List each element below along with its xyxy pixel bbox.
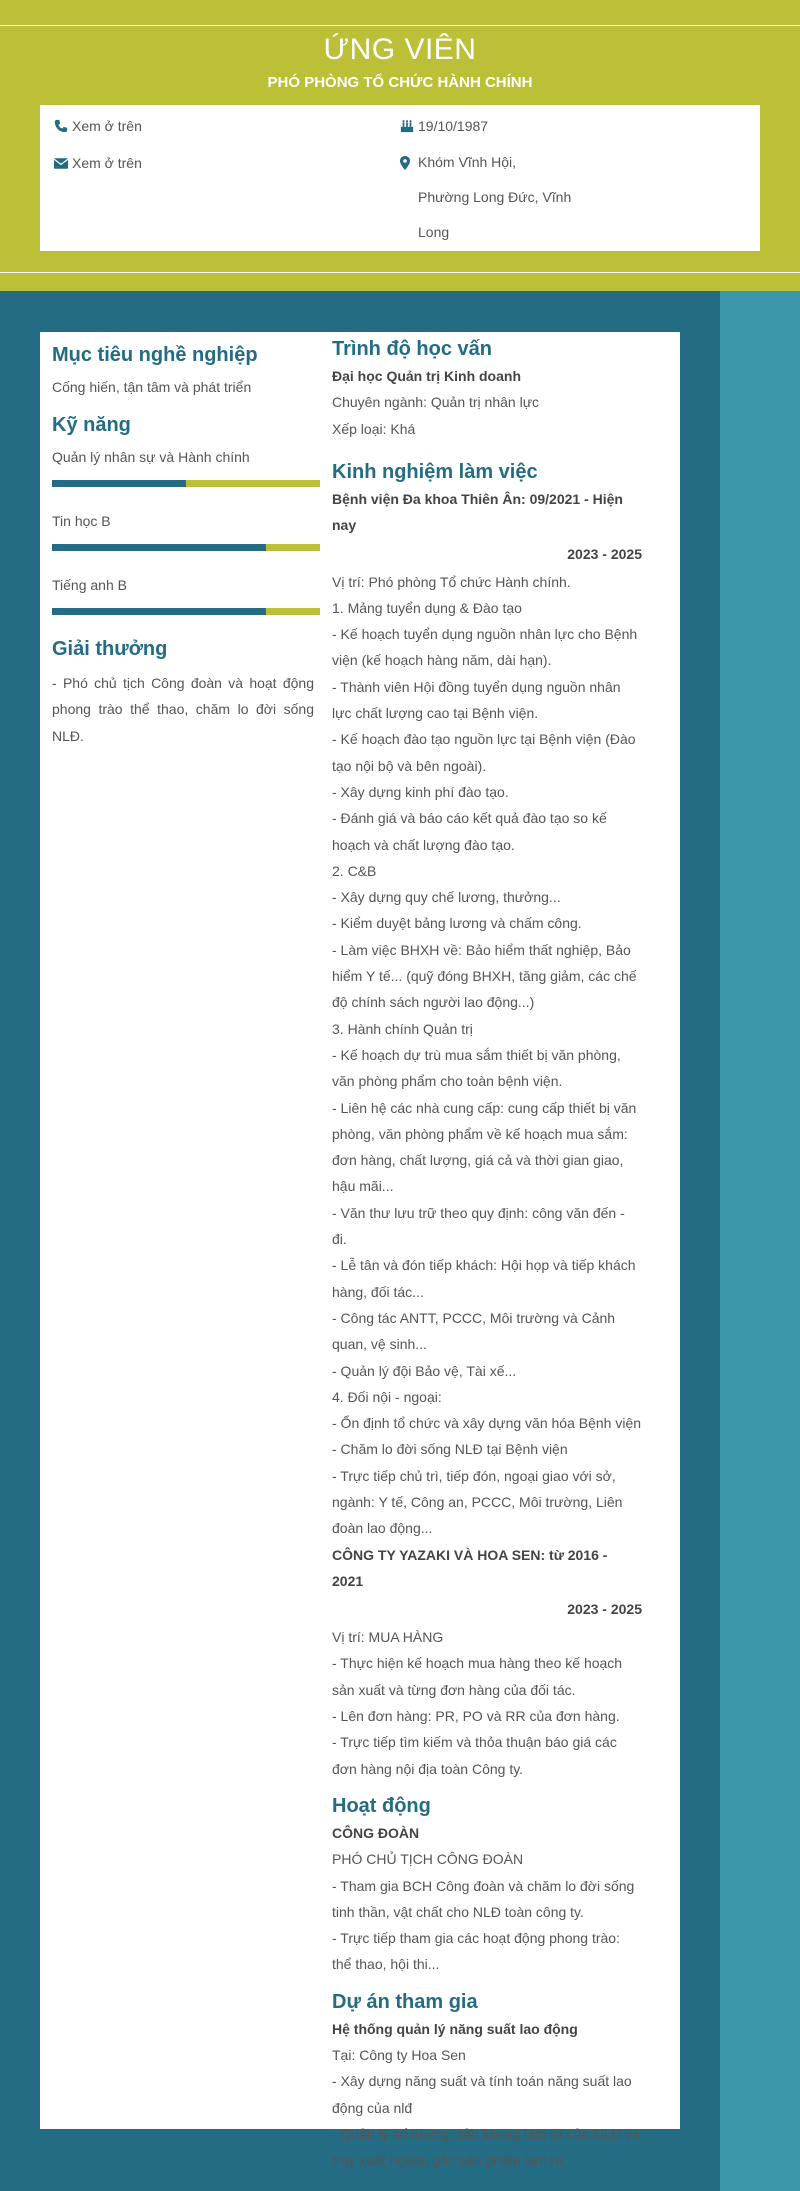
- job-line: văn phòng phẩm cho toàn bệnh viện.: [332, 1073, 563, 1090]
- job-company: Bệnh viện Đa khoa Thiên Ân: 09/2021 - Hiện nay: [332, 491, 623, 534]
- project-description: [332, 2042, 642, 2173]
- job-line: - Làm việc BHXH về: Bảo hiểm thất nghiệp, Bảo: [332, 941, 631, 958]
- project-name: Hệ thống quản lý năng suất lao động: [332, 2020, 578, 2037]
- skill-bar-fill: [52, 544, 266, 551]
- resume-body: [40, 332, 680, 2169]
- career-goal-text: Cống hiến, tận tâm và phát triển: [52, 379, 252, 395]
- job-line: hoạch và chất lượng đào tạo.: [332, 836, 515, 853]
- awards-title: Giải thưởng: [52, 638, 168, 660]
- job-line: lực chất lượng cao tại Bệnh viện.: [332, 705, 539, 722]
- job-period: 2023 - 2025: [567, 1601, 642, 1618]
- job-line: - Thành viên Hội đồng tuyển dụng nguồn nhân: [332, 678, 621, 695]
- skill-bar: [52, 544, 320, 551]
- contact-dob: [400, 108, 488, 144]
- phone-value: Xem ở trên: [72, 118, 142, 134]
- job-line: - Kế hoạch dự trù mua sắm thiết bị văn phòng,: [332, 1046, 621, 1063]
- job-period: 2023 - 2025: [567, 545, 642, 562]
- email-value: Xem ở trên: [72, 155, 142, 171]
- job-line: - Lên đơn hàng: PR, PO và RR của đơn hàng.: [332, 1708, 620, 1725]
- job-line: Vị trí: MUA HÀNG: [332, 1629, 444, 1646]
- contact-email: [54, 145, 142, 181]
- skill-bar: [52, 480, 320, 487]
- job-line: - Công tác ANTT, PCCC, Môi trường và Cảnh: [332, 1309, 616, 1326]
- skill-label: Quản lý nhân sự và Hành chính: [52, 449, 250, 465]
- job-line: tạo nội bộ và bên ngoài).: [332, 757, 487, 774]
- job-line: phòng, văn phòng phẩm về kế hoạch mua sắm:: [332, 1125, 628, 1142]
- job-line: - Đánh giá và báo cáo kết quả đào tạo so kế: [332, 810, 607, 827]
- activities-line: PHÓ CHỦ TỊCH CÔNG ĐOÀN: [332, 1851, 524, 1868]
- job-line: độ chính sách người lao động...): [332, 994, 535, 1011]
- address-line: Khóm Vĩnh Hội,: [418, 154, 517, 170]
- skill-bar-fill: [52, 608, 266, 615]
- job-line: - Quản lý đội Bảo vệ, Tài xế...: [332, 1362, 517, 1379]
- job-description: [332, 1624, 642, 1782]
- job-line: 2. C&B: [332, 862, 377, 879]
- job-line: 4. Đối nội - ngoại:: [332, 1388, 442, 1405]
- activities-title: Hoạt động: [332, 1794, 431, 1817]
- job-line: - Văn thư lưu trữ theo quy định: công văn đến -: [332, 1204, 625, 1221]
- education-title: Trình độ học vấn: [332, 338, 493, 360]
- job-line: đơn hàng nội địa toàn Công ty.: [332, 1760, 524, 1777]
- job-line: hàng, đối tác...: [332, 1283, 424, 1300]
- awards-line: NLĐ.: [52, 727, 84, 744]
- map-marker-icon: [400, 156, 418, 170]
- job-line: đoàn lao động...: [332, 1520, 433, 1537]
- skill-bar: [52, 608, 320, 615]
- awards-line: - Phó chủ tịch Công đoàn và hoạt động: [52, 675, 314, 691]
- job-line: - Kế hoạch tuyển dụng nguồn nhân lực cho Bệnh: [332, 626, 638, 643]
- awards-line: phong trào thể thao, chăm lo đời sống: [52, 701, 314, 718]
- job-line: - Xây dựng quy chế lương, thưởng...: [332, 889, 561, 906]
- project-line: truy xuất nguồn gốc sản phẩm làm ra.: [332, 2152, 568, 2169]
- job-line: - Liên hệ các nhà cung cấp: cung cấp thiết bị văn: [332, 1099, 637, 1116]
- phone-icon: [54, 119, 72, 133]
- cake-icon: [400, 119, 418, 133]
- job-line: ngành: Y tế, Công an, PCCC, Môi trường, Liên: [332, 1493, 623, 1510]
- job-company: CÔNG TY YAZAKI VÀ HOA SEN: từ 2016 - 2021: [332, 1546, 608, 1589]
- header: [0, 0, 800, 291]
- projects-title: Dự án tham gia: [332, 1990, 478, 2013]
- job-line: - Kế hoạch đào tạo nguồn lực tại Bệnh viện (Đào: [332, 731, 636, 748]
- awards-text: [52, 670, 314, 749]
- address-line: Long: [418, 224, 450, 240]
- experience-section: [332, 458, 642, 2174]
- job-line: - Trực tiếp chủ trì, tiếp đón, ngoại giao với sở,: [332, 1467, 616, 1484]
- activities-line: - Trực tiếp tham gia các hoạt động phong trào:: [332, 1930, 620, 1947]
- activities-line: tinh thần, vật chất cho NLĐ toàn công ty.: [332, 1903, 584, 1920]
- project-line: Tại: Công ty Hoa Sen: [332, 2047, 466, 2064]
- contact-address: [400, 145, 583, 250]
- job-line: - Lễ tân và đón tiếp khách: Hội họp và tiếp khách: [332, 1257, 636, 1274]
- job-line: Vị trí: Phó phòng Tổ chức Hành chính.: [332, 573, 571, 590]
- job-line: viện (kế hoạch hàng năm, dài hạn).: [332, 652, 552, 669]
- candidate-position: PHÓ PHÒNG TỔ CHỨC HÀNH CHÍNH: [267, 74, 533, 91]
- experience-title: Kinh nghiệm làm việc: [332, 461, 538, 483]
- job-line: - Trực tiếp tìm kiếm và thỏa thuận báo giá các: [332, 1734, 617, 1751]
- job-line: hậu mãi...: [332, 1178, 394, 1195]
- education-section: [332, 335, 642, 442]
- address-line: Phường Long Đức, Vĩnh: [418, 189, 572, 205]
- job-line: - Ổn định tổ chức và xây dựng văn hóa Bệnh viện: [332, 1415, 642, 1432]
- activities-line: - Tham gia BCH Công đoàn và chăm lo đời sống: [332, 1877, 635, 1894]
- header-divider-bottom: [0, 272, 800, 273]
- education-school: Đại học Quản trị Kinh doanh: [332, 368, 521, 384]
- activities-org: CÔNG ĐOÀN: [332, 1824, 420, 1841]
- address-value: [418, 145, 583, 250]
- job-line: - Thực hiện kế hoạch mua hàng theo kế hoạch: [332, 1655, 623, 1672]
- job-line: - Kiểm duyệt bảng lương và chấm công.: [332, 915, 582, 932]
- job-line: sản xuất và từng đơn hàng của đối tác.: [332, 1681, 576, 1698]
- career-goal-title: Mục tiêu nghề nghiệp: [52, 344, 258, 366]
- envelope-icon: [54, 158, 72, 169]
- education-major: Chuyên ngành: Quản trị nhân lực: [332, 394, 540, 411]
- job-description: [332, 569, 642, 1542]
- job-line: quan, vệ sinh...: [332, 1336, 427, 1353]
- contact-phone: [54, 108, 142, 144]
- job-line: hiểm Y tế... (quỹ đóng BHXH, tăng giảm, các chế: [332, 968, 637, 985]
- project-line: - Xây dựng năng suất và tính toán năng suất lao: [332, 2073, 632, 2090]
- education-grade: Xếp loại: Khá: [332, 420, 416, 437]
- project-line: động của nlđ: [332, 2099, 413, 2116]
- job-line: - Chăm lo đời sống NLĐ tại Bệnh viện: [332, 1441, 568, 1458]
- skill-label: Tiếng anh B: [52, 577, 127, 593]
- candidate-name: ỨNG VIÊN: [323, 33, 477, 66]
- job-line: 3. Hành chính Quản trị: [332, 1020, 473, 1037]
- activities-line: thể thao, hội thi...: [332, 1956, 440, 1973]
- job-line: đơn hàng, chất lượng, giá cả và thời gian giao,: [332, 1152, 624, 1169]
- header-divider-top: [0, 25, 800, 26]
- skills-title: Kỹ năng: [52, 414, 131, 436]
- activities-description: [332, 1846, 642, 1977]
- job-line: - Xây dựng kinh phí đào tạo.: [332, 783, 509, 800]
- project-line: - Quản lý số lượng, sản lượng làm ra của NLĐ và: [332, 2125, 640, 2142]
- contact-box: [40, 105, 760, 251]
- job-line: 1. Mảng tuyển dụng & Đào tạo: [332, 599, 522, 616]
- skill-bar-fill: [52, 480, 186, 487]
- skill-label: Tin học B: [52, 513, 111, 529]
- dob-value: 19/10/1987: [418, 118, 489, 134]
- job-line: đi.: [332, 1231, 347, 1248]
